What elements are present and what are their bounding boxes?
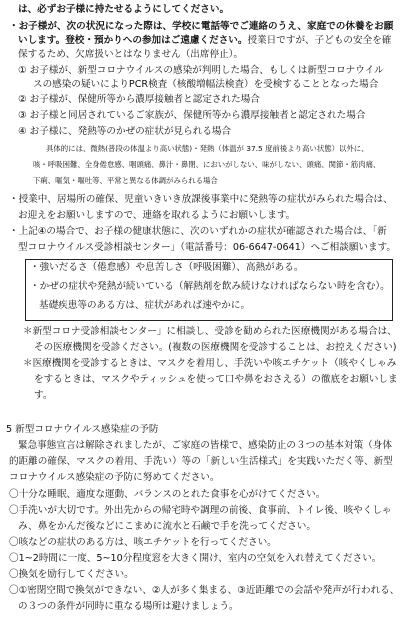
prevention-item-2-line1: 〇手洗いが大切です。外出先からの帰宅時や調理の前後、食事前、トイレ後、咳やくしゃ — [9, 505, 392, 516]
bullet1-line2 — [18, 35, 391, 47]
bullet2-line1: ・授業中、居場所の確保、児童いきいき放課後事業中に発熱等の症状がみられた場合は、 — [9, 194, 393, 205]
condition-1-line1: ① お子様が、新型コロナウイルスの感染が判明した場合、もしくは新型コロナウイル — [18, 65, 384, 76]
intro-line2: 的距離の確保、マスクの着用、手洗い）等の「新しい生活様式」を実践いただく等、新型 — [9, 456, 393, 467]
prevention-item-5: 〇換気を励行してください。 — [9, 569, 134, 580]
condition-2: ② お子様が、保健所等から濃厚接触者と認定された場合 — [18, 94, 260, 105]
note-line3: ＊医療機関を受診するときは、マスクを着用し、手洗いや咳エチケット（咳やくしゃみ — [23, 358, 397, 369]
symptoms-line2: 咳・呼吸困難、全身倦怠感、咽頭痛、鼻汁・鼻閉、においがしない、味がしない、頭痛、関節・筋肉痛、 — [33, 160, 381, 169]
prevention-item-6-line2: の３つの条件が同時に重なる場所は避けましょう。 — [18, 601, 239, 612]
prevention-item-4: 〇1~2時間に一度、5~10分程度窓を大きく開け、室内の空気を入れ替えてください。 — [9, 553, 382, 564]
prevention-item-2-line2: み、鼻をかんだ後などにこまめに流水と石鹸で手を洗ってください。 — [18, 521, 316, 532]
bullet3-line1: ・上記④の場合で、お子様の健康状態に、次のいずれかの症状が確認された場合は、「新 — [9, 226, 387, 237]
box-line2: ・かぜの症状や発熱が続いている（解熱剤を飲み続けなければならない時を含む）。 — [30, 281, 390, 292]
condition-1-line2: スの感染の疑いによりPCR検査（核酸増幅法検査）を受検することとなった場合 — [33, 79, 379, 90]
bullet1-line1: ・お子様が、次の状況になった際は、学校に電話等でご連絡のうえ、家庭での休養をお願 — [9, 21, 394, 32]
symptoms-line3: 下痢、嘔気・嘔吐等、平常と異なる体調がみられる場合 — [33, 176, 218, 185]
intro-line1: 緊急事態宣言は解除されましたが、ご家庭の皆様で、感染防止の３つの基本対策（身体 — [18, 440, 392, 451]
bullet1-line2-rest: 授業日ですが、子どもの安全を確 — [247, 35, 392, 46]
note-line5: す。 — [34, 390, 53, 401]
box-line1: ・強いだるさ（倦怠感）や息苦しさ（呼吸困難）、高熱がある。 — [30, 262, 304, 273]
prevention-item-1: 〇十分な睡眠、適度な運動、バランスのとれた食事を心がけてください。 — [9, 489, 326, 500]
intro-line3: コロナウイルス感染症の予防に努めてください。 — [9, 472, 220, 483]
bullet3-line2: 型コロナウイルス受診相談センター」（電話番号：06-6647-0641）へご相談願います。 — [18, 242, 397, 253]
condition-3: ③ お子様と同居されているご家族が、保健所等から濃厚接触者と認定された場合 — [18, 110, 366, 121]
bullet1-line2-bold: いします。登校・預かりへの参加はご遠慮ください。 — [18, 35, 248, 46]
prevention-item-6-line1: 〇①密閉空間で換気ができない、②人が多く集まる、③近距離での会話や発声が行われる、 — [9, 585, 400, 596]
symptoms-line1: 具体的には、微熱(普段の体温より高い状態)・発熱（体温が 37.5 度前後より高い状態）以外に、 — [46, 144, 369, 153]
top-line: は、必ずお子様に持たせるようにしてください。 — [18, 4, 230, 15]
section5-heading: 5 新型コロナウイルス感染症の予防 — [6, 424, 159, 435]
note-line2: その医療機関を受診ください。(複数の医療機関を受診することは、お控えください) — [34, 342, 397, 353]
note-line4: をするときは、マスクやティッシュを使って口や鼻をおさえる）の徹底をお願いしま — [34, 374, 398, 385]
condition-4: ④ お子様に、発熱等のかぜの症状が見られる場合 — [18, 126, 232, 137]
prevention-item-3: 〇咳などの症状のある方は、咳エチケットを行ってください。 — [9, 537, 277, 548]
bullet1-line3: 保するため、欠席扱いとはなりません（出席停止）。 — [18, 49, 244, 60]
bullet2-line2: お迎えをお願いしますので、連絡を取れるようにお願いします。 — [18, 210, 296, 221]
note-line1: ＊新型コロナ受診相談センター」に相談し、受診を勧められた医療機関がある場合は、 — [23, 326, 397, 337]
box-line3: 基礎疾患等のある方は、症状があれば速やかに。 — [39, 300, 251, 311]
